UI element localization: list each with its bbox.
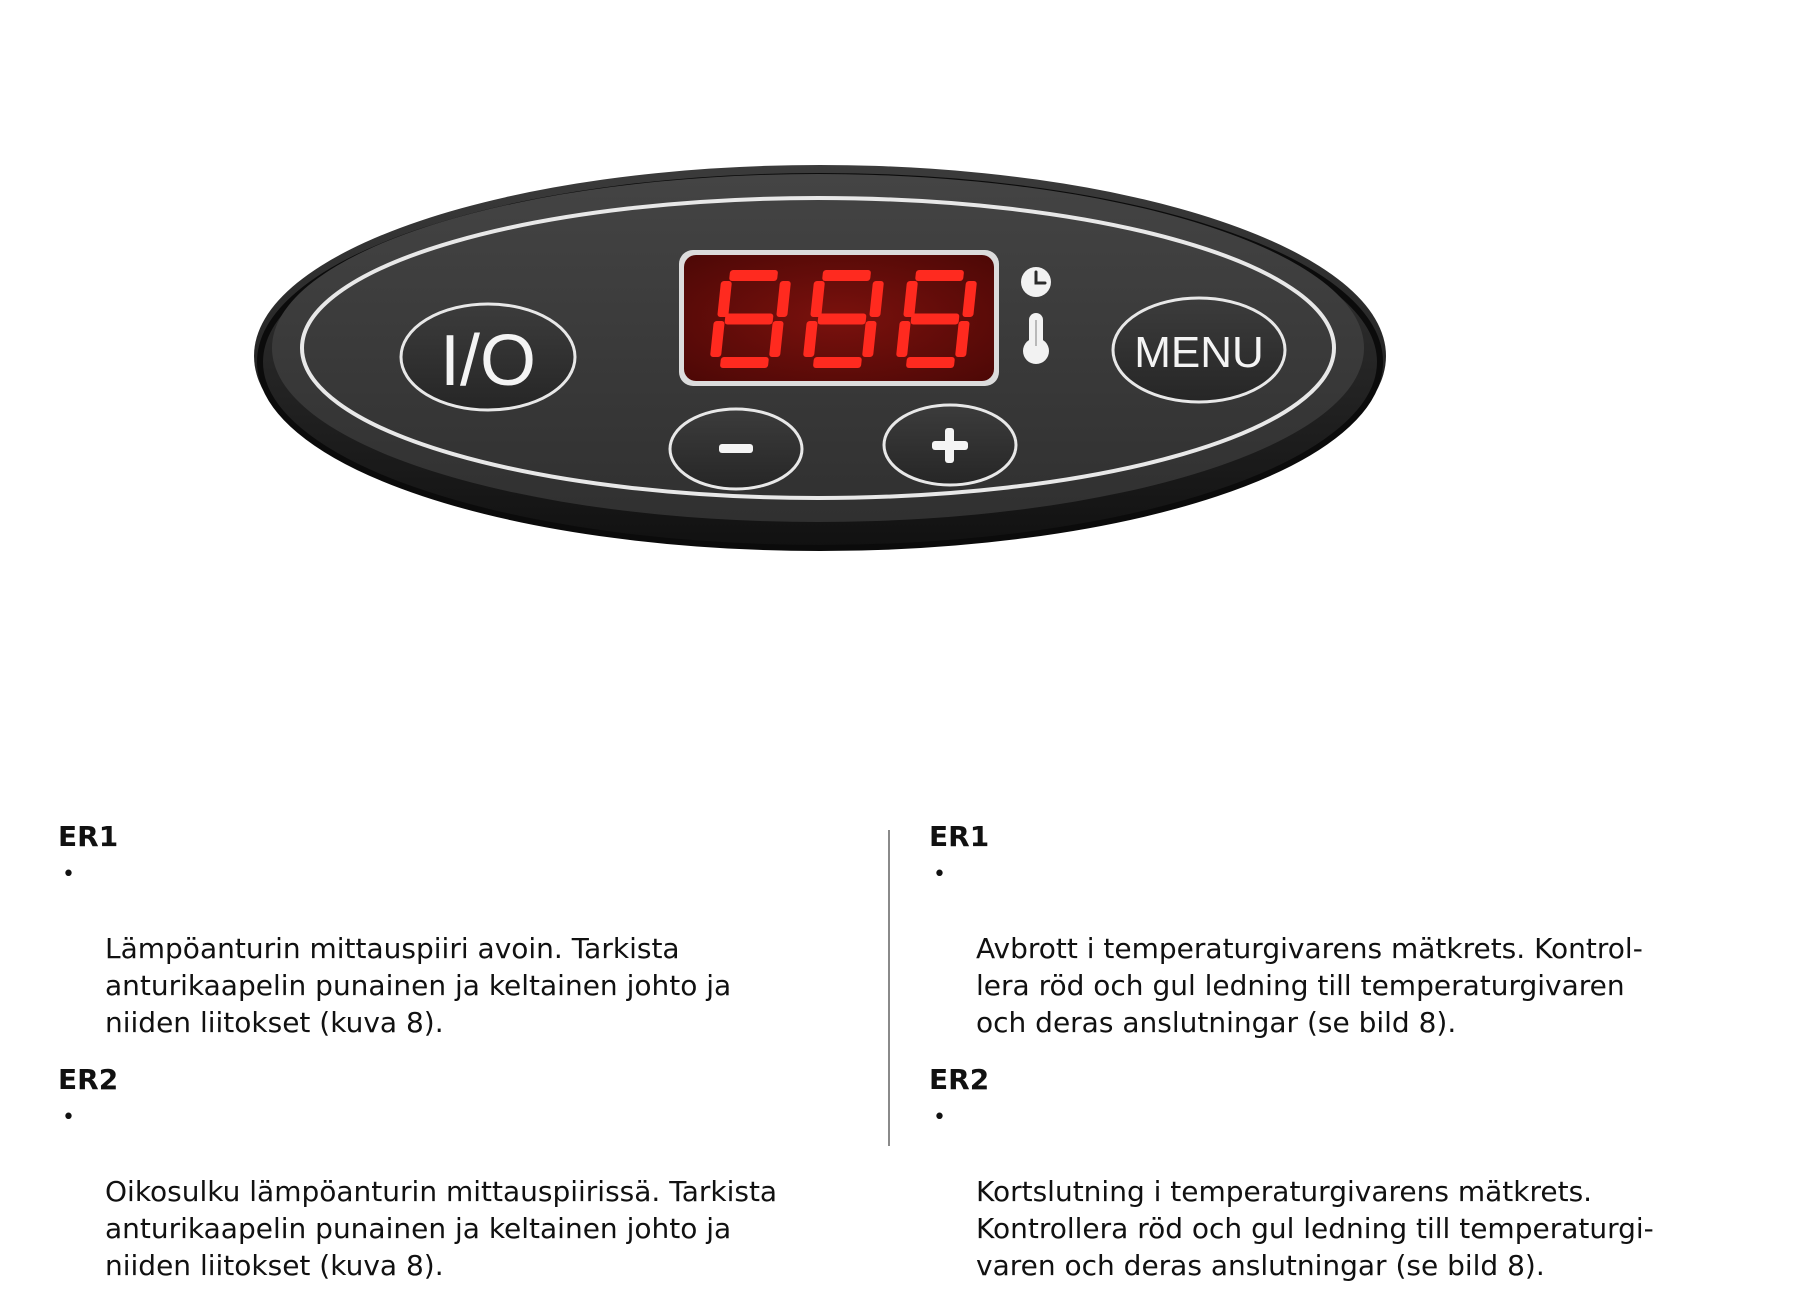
error-code: ER1 — [58, 820, 119, 853]
display-segment — [915, 270, 964, 281]
display-segment — [813, 357, 862, 368]
error-description — [58, 856, 878, 1041]
error-text: Lämpöanturin mittauspiiri avoin. Tarkista anturikaapelin punainen ja keltainen johto ja niiden liitokset (kuva 8). — [105, 932, 732, 1039]
minus-button[interactable] — [670, 409, 802, 489]
bullet: • — [933, 1105, 946, 1130]
error-code: ER2 — [58, 1063, 119, 1096]
menu-button-label: MENU — [1134, 328, 1264, 377]
led-display — [679, 250, 999, 386]
control-panel-photo — [0, 0, 1805, 640]
finnish-column — [58, 818, 878, 1304]
clock-icon — [1021, 267, 1051, 297]
plus-button[interactable] — [884, 405, 1016, 485]
display-segment — [817, 314, 866, 325]
power-button-label: I/O — [439, 321, 537, 401]
finnish-error-er1 — [58, 818, 878, 1041]
error-description — [929, 1099, 1769, 1284]
display-segment — [906, 357, 955, 368]
error-description — [58, 1099, 878, 1284]
display-segment — [729, 270, 778, 281]
display-segment — [724, 314, 773, 325]
display-segment — [822, 270, 871, 281]
display-segment — [720, 357, 769, 368]
finnish-error-er2 — [58, 1061, 878, 1284]
error-code: ER2 — [929, 1063, 990, 1096]
bullet: • — [62, 1105, 75, 1130]
error-description — [929, 856, 1769, 1041]
error-code: ER1 — [929, 820, 990, 853]
error-text: Kortslutning i temperaturgivarens mätkrets. Kontrollera röd och gul ledning till temperaturgi- varen och deras anslutningar (se bild 8). — [976, 1175, 1654, 1282]
swedish-error-er1 — [929, 818, 1769, 1041]
menu-button[interactable] — [1113, 298, 1285, 402]
bullet: • — [933, 862, 946, 887]
power-button[interactable] — [401, 304, 575, 410]
error-text: Oikosulku lämpöanturin mittauspiirissä. Tarkista anturikaapelin punainen ja keltainen johto ja niiden liitokset (kuva 8). — [105, 1175, 778, 1282]
column-divider — [888, 830, 890, 1146]
swedish-column — [929, 818, 1769, 1304]
display-segment — [910, 314, 959, 325]
minus-icon — [719, 444, 753, 453]
error-text: Avbrott i temperaturgivarens mätkrets. Kontrol- lera röd och gul ledning till temperaturgivaren och deras anslutningar (se bild 8). — [976, 932, 1643, 1039]
bullet: • — [62, 862, 75, 887]
swedish-error-er2 — [929, 1061, 1769, 1284]
